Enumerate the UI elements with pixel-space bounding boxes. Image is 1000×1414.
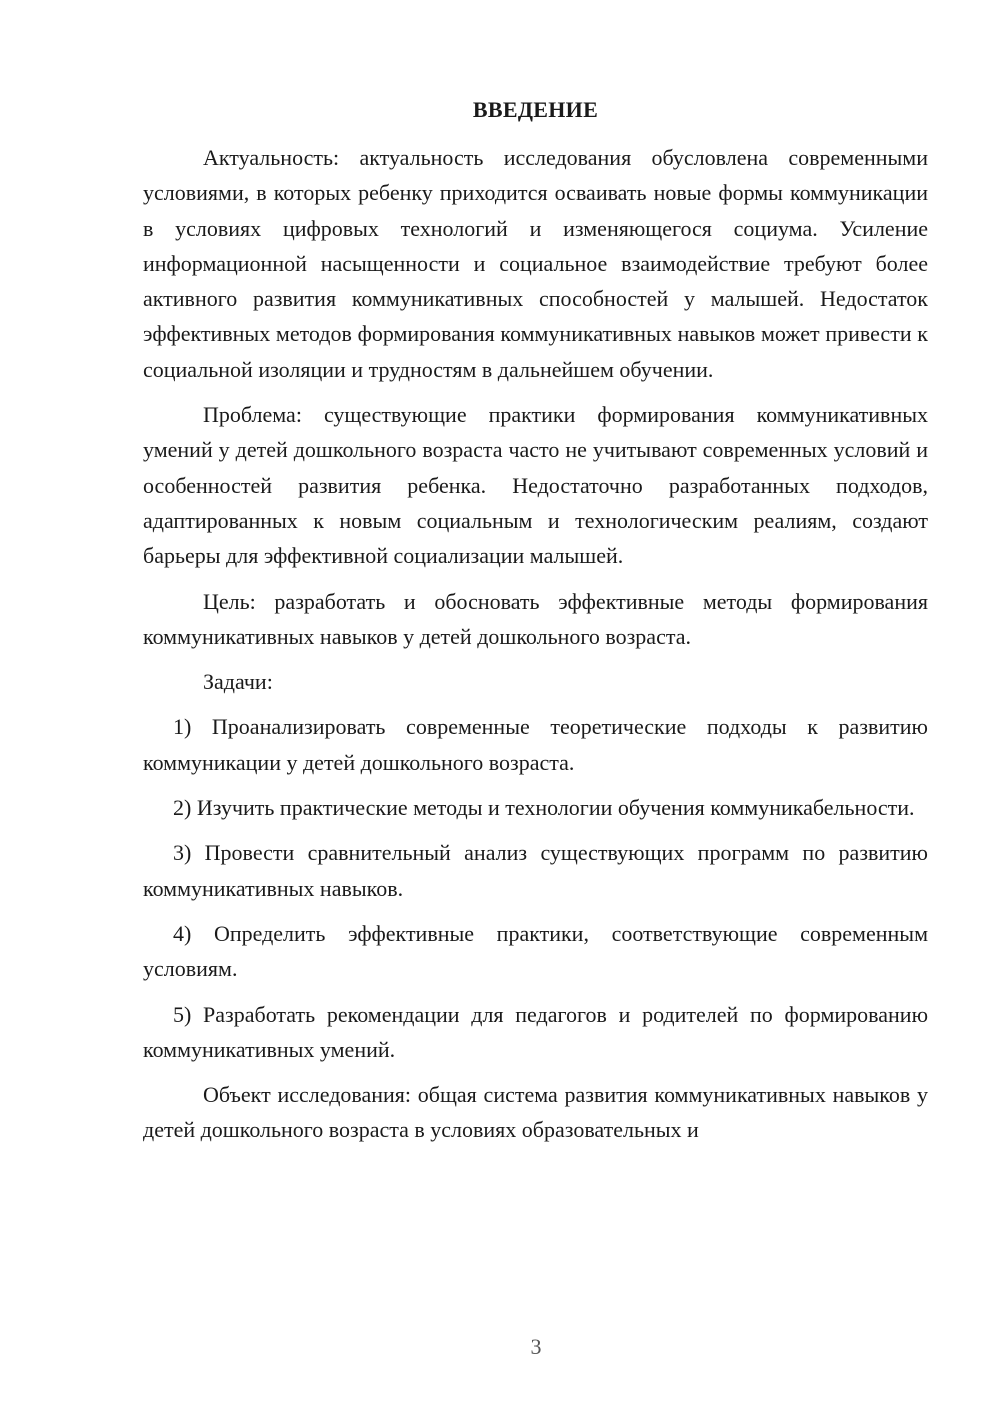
paragraph-object: Объект исследования: общая система развития коммуникативных навыков у детей дошкольного возраста в условиях образовательных и: [143, 1082, 928, 1143]
paragraph-goal: Цель: разработать и обосновать эффективные методы формирования коммуникативных навыков у детей дошкольного возраста.: [143, 588, 928, 649]
page-number: 3: [530, 1334, 542, 1359]
task-item: 1) Проанализировать современные теоретические подходы к развитию коммуникации у детей дошкольного возраста.: [143, 714, 928, 775]
task-item: 5) Разработать рекомендации для педагогов и родителей по формированию коммуникативных умений.: [143, 1001, 928, 1062]
paragraph-problem: Проблема: существующие практики формирования коммуникативных умений у детей дошкольного возраста часто не учитывают современных условий и особенностей развития ребенка. Недостаточно разработанных подходов, адаптированных к новым социальным и технологическим реалиям, создают барьеры для эффективной социализации малышей.: [143, 402, 928, 569]
page-title: ВВЕДЕНИЕ: [472, 97, 599, 122]
tasks-heading: Задачи:: [203, 669, 273, 695]
task-item: 4) Определить эффективные практики, соответствующие современным условиям.: [143, 920, 928, 982]
task-item: 2) Изучить практические методы и технологии обучения коммуникабельности.: [173, 795, 915, 821]
document-page: [143, 92, 928, 1158]
paragraph-relevance: Актуальность: актуальность исследования обусловлена современными условиями, в которых ребенку приходится осваивать новые формы коммуникации в условиях цифровых технологий и изменяющегося социума. Усиление информационной насыщенности и социальное взаимодействие требуют более активного развития коммуникативных способностей у малышей. Недостаток эффективных методов формирования коммуникативных навыков может привести к социальной изоляции и трудностям в дальнейшем обучении.: [143, 145, 928, 382]
task-item: 3) Провести сравнительный анализ существующих программ по развитию коммуникативных навыков.: [143, 840, 928, 901]
